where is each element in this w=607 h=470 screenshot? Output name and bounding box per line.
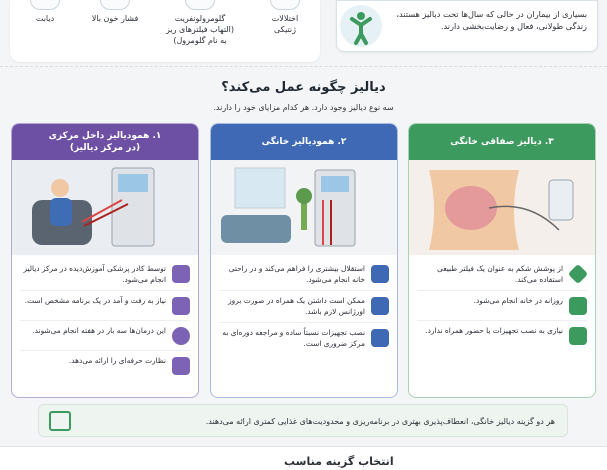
drop-icon	[30, 0, 60, 10]
person-icon	[172, 265, 190, 283]
list-item	[20, 291, 190, 321]
card-title: ۲. همودیالیز خانگی	[211, 124, 397, 160]
note-text: هر دو گزینه دیالیز خانگی، انعطاف‌پذیری بهتری در برنامه‌ریزی و محدودیت‌های غذایی کمتری ارائه می‌دهند.	[205, 417, 555, 426]
cause-glomerulonephritis	[150, 0, 250, 46]
kidney-icon	[185, 0, 215, 10]
card-in-center-hemodialysis	[11, 123, 199, 398]
bottom-title: انتخاب گزینه مناسب	[284, 455, 394, 468]
home-dialysis-image	[211, 160, 397, 255]
genetic-icon	[270, 0, 300, 10]
cause-label: فشار خون بالا	[91, 14, 139, 23]
cause-label: دیابت	[35, 14, 55, 23]
item-text: این درمان‌ها سه بار در هفته انجام می‌شوند.	[32, 326, 166, 335]
item-text: نیاز به رفت و آمد در یک برنامه مشخص است.	[24, 296, 166, 305]
filter-icon	[568, 264, 588, 284]
list-item	[219, 291, 389, 323]
section-subtitle: سه نوع دیالیز وجود دارد. هر کدام مزایای خود را دارند.	[213, 103, 394, 112]
cause-genetic	[250, 0, 320, 35]
list-item	[20, 259, 190, 291]
card-home-peritoneal	[408, 123, 596, 398]
bottom-section	[0, 446, 607, 470]
item-text: از پوشش شکم به عنوان یک فیلتر طبیعی استفاده می‌کند.	[437, 264, 563, 284]
dialysis-center-image	[12, 160, 198, 255]
calendar-icon	[569, 297, 587, 315]
cause-label: اختلالات ژنتیکی	[271, 14, 299, 34]
divider	[0, 66, 607, 68]
wrench-icon	[371, 329, 389, 347]
item-text: نیازی به نصب تجهیزات یا حضور همراه ندارد.	[425, 326, 563, 335]
person-icon	[340, 5, 382, 47]
cause-label: گلومرولونفریت (التهاب فیلترهای ریز به نام گلومرول)	[165, 14, 235, 45]
calendar-icon	[49, 411, 71, 431]
top-band	[0, 0, 607, 62]
cause-diabetes	[10, 0, 80, 24]
item-text: استقلال بیشتری را فراهم می‌کند و در راحتی خانه انجام می‌شود.	[228, 264, 365, 284]
item-text: نصب تجهیزات نسبتاً ساده و مراجعه دوره‌ای به مرکز ضروری است.	[222, 328, 365, 348]
house-icon	[371, 265, 389, 283]
list-item	[219, 259, 389, 291]
quote-text: بسیاری از بیماران در حالی که سال‌ها تحت دیالیز هستند، زندگی طولانی، فعال و رضایت‌بخشی دارند.	[396, 9, 587, 31]
peritoneal-image	[409, 160, 595, 255]
summary-note	[38, 404, 568, 437]
list-item	[417, 259, 587, 291]
shield-icon	[172, 357, 190, 375]
list-item	[20, 351, 190, 380]
list-item	[20, 321, 190, 351]
item-text: روزانه در خانه انجام می‌شود.	[473, 296, 563, 305]
list-item	[417, 321, 587, 350]
item-text: ممکن است داشتن یک همراه در صورت بروز اورژانس لازم باشد.	[228, 296, 365, 316]
item-text: نظارت حرفه‌ای را ارائه می‌دهد.	[68, 356, 166, 365]
heart-icon	[100, 0, 130, 10]
causes-panel	[10, 0, 320, 62]
clock-icon	[172, 327, 190, 345]
card-title: ۳. دیالیز صفاقی خانگی	[409, 124, 595, 160]
people-icon	[371, 297, 389, 315]
quote-box	[336, 0, 598, 52]
card-home-hemodialysis	[210, 123, 398, 398]
person-icon	[569, 327, 587, 345]
list-item	[417, 291, 587, 321]
section-title: دیالیز چگونه عمل می‌کند؟	[221, 80, 386, 95]
calendar-icon	[172, 297, 190, 315]
list-item	[219, 323, 389, 354]
cause-hypertension	[80, 0, 150, 24]
item-text: توسط کادر پزشکی آموزش‌دیده در مرکز دیالیز انجام می‌شود.	[23, 264, 166, 284]
card-title: ۱. همودیالیز داخل مرکزی (در مرکز دیالیز)	[12, 124, 198, 160]
